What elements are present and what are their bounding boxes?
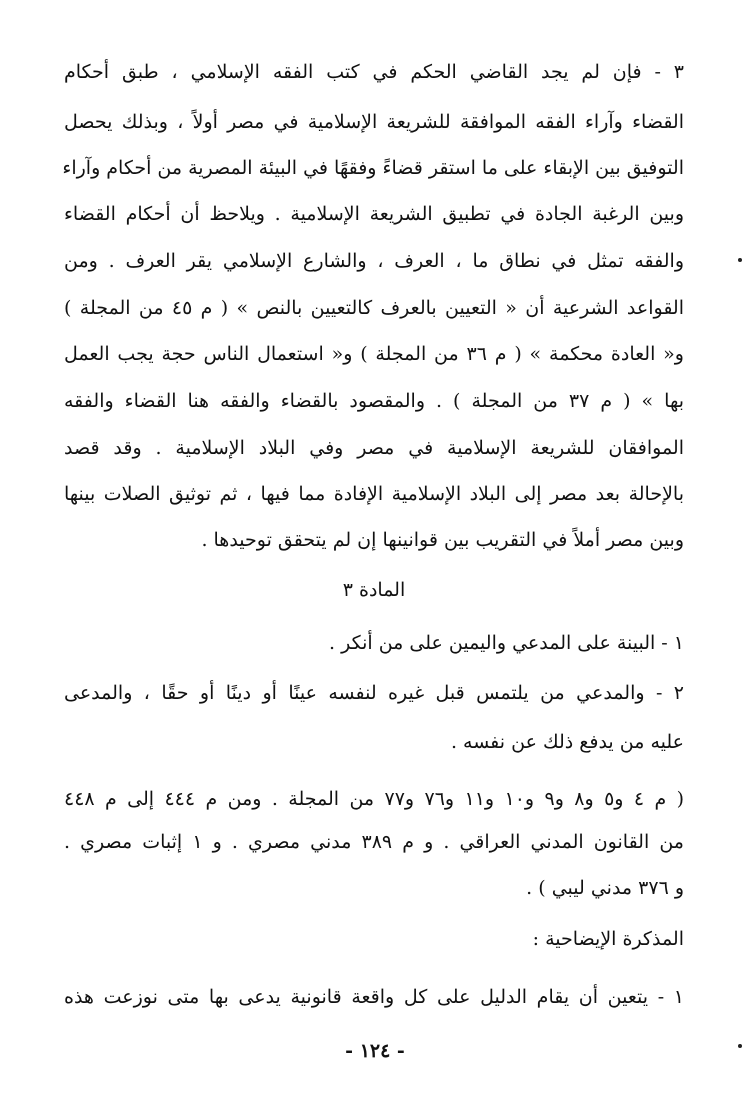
references-line: من القانون المدني العراقي . و م ٣٨٩ مدني مصري . و ١ إثبات مصري .	[64, 831, 684, 853]
article-item: ١ - البينة على المدعي واليمين على من أنكر .	[329, 632, 684, 654]
scan-mark	[738, 1044, 742, 1048]
paragraph-line: و« العادة محكمة » ( م ٣٦ من المجلة ) و« استعمال الناس حجة يجب العمل	[64, 343, 684, 365]
scan-mark	[738, 258, 742, 262]
paragraph-line: القضاء وآراء الفقه الموافقة للشريعة الإسلامية في مصر أولاً ، وبذلك يحصل	[64, 111, 684, 133]
paragraph-line: التوفيق بين الإبقاء على ما استقر قضاءً وفقهًا في البيئة المصرية من أحكام وآراء	[62, 157, 684, 179]
page-number: - ١٢٤ -	[345, 1040, 405, 1062]
article-item: ٢ - والمدعي من يلتمس قبل غيره لنفسه عينًا أو دينًا أو حقًا ، والمدعى	[64, 682, 684, 704]
paragraph-line: والفقه تمثل في نطاق ما ، العرف ، والشارع الإسلامي يقر العرف . ومن	[64, 250, 684, 272]
article-heading: المادة ٣	[342, 579, 406, 601]
references-line: ( م ٤ و٥ و٨ و٩ و١٠ و١١ و٧٦ و٧٧ من المجلة . ومن م ٤٤٤ إلى م ٤٤٨	[64, 788, 685, 810]
paragraph-line: القواعد الشرعية أن « التعيين بالعرف كالتعيين بالنص » ( م ٤٥ من المجلة )	[64, 297, 684, 319]
memo-heading: المذكرة الإيضاحية :	[532, 928, 684, 950]
article-item: عليه من يدفع ذلك عن نفسه .	[450, 731, 684, 753]
paragraph-line: وبين الرغبة الجادة في تطبيق الشريعة الإسلامية . ويلاحظ أن أحكام القضاء	[64, 203, 684, 225]
memo-line: ١ - يتعين أن يقام الدليل على كل واقعة قانونية يدعى بها متى نوزعت هذه	[64, 986, 684, 1008]
paragraph-line: ٣ - فإن لم يجد القاضي الحكم في كتب الفقه الإسلامي ، طبق أحكام	[64, 61, 684, 83]
references-line: و ٣٧٦ مدني ليبي ) .	[526, 877, 684, 899]
paragraph-line: بها » ( م ٣٧ من المجلة ) . والمقصود بالقضاء والفقه هنا القضاء والفقه	[64, 390, 684, 412]
paragraph-line: الموافقان للشريعة الإسلامية في مصر وفي البلاد الإسلامية . وقد قصد	[64, 437, 684, 459]
paragraph-line: بالإحالة بعد مصر إلى البلاد الإسلامية الإفادة مما فيها ، ثم توثيق الصلات بينها	[64, 483, 684, 505]
paragraph-line: وبين مصر أملاً في التقريب بين قوانينها إن لم يتحقق توحيدها .	[201, 529, 684, 551]
